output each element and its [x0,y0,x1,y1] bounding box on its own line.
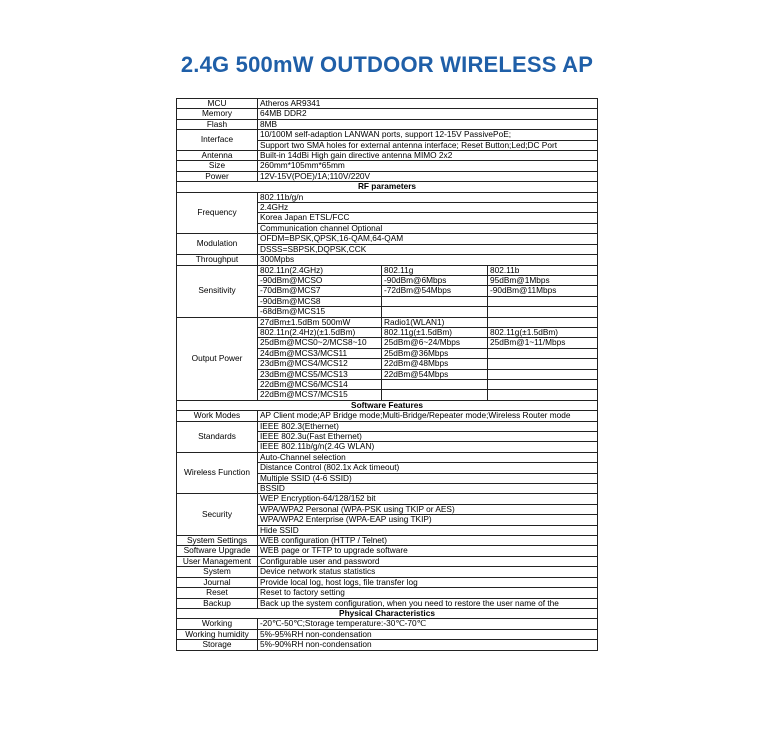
spec-cell: 27dBm±1.5dBm 500mW [258,317,382,327]
spec-row-mcu [177,99,598,109]
spec-cell [382,307,488,317]
spec-cell: -90dBm@MCS8 [258,296,382,306]
spec-row-user-management [177,556,598,566]
spec-cell [488,390,598,400]
spec-row-size [177,161,598,171]
spec-label: Standards [177,421,258,452]
spec-label: Size [177,161,258,171]
spec-value: 10/100M self-adaption LANWAN ports, support 12-15V PassivePoE; [258,130,598,140]
spec-row-sensitivity [177,265,598,275]
spec-label: Software Upgrade [177,546,258,556]
spec-row-wireless-function [177,452,598,462]
spec-label: Power [177,171,258,181]
spec-row-modulation [177,234,598,244]
spec-cell: 802.11n(2.4Hz)(±1.5dBm) [258,327,382,337]
spec-cell: 25dBm@MCS0~2/MCS8~10 [258,338,382,348]
spec-value: 300Mpbs [258,255,598,265]
spec-row-throughput [177,255,598,265]
spec-value: WPA/WPA2 Personal (WPA-PSK using TKIP or AES) [258,504,598,514]
spec-row-journal [177,577,598,587]
spec-cell: 25dBm@36Mbps [382,348,488,358]
spec-value: WEB configuration (HTTP / Telnet) [258,536,598,546]
spec-cell: -90dBm@MCSO [258,275,382,285]
spec-row-security [177,494,598,504]
spec-row-reset [177,588,598,598]
spec-label: Backup [177,598,258,608]
spec-label: User Management [177,556,258,566]
spec-value: Auto-Channel selection [258,452,598,462]
spec-row-storage [177,640,598,650]
spec-value: WEB page or TFTP to upgrade software [258,546,598,556]
spec-value: 5%-90%RH non-condensation [258,640,598,650]
spec-value: Provide local log, host logs, file transfer log [258,577,598,587]
spec-row-standards [177,421,598,431]
spec-cell [382,379,488,389]
spec-value: 260mm*105mm*65mm [258,161,598,171]
spec-label: Sensitivity [177,265,258,317]
spec-row-system-settings [177,536,598,546]
spec-cell: 25dBm@6~24/Mbps [382,338,488,348]
spec-cell: 802.11n(2.4GHz) [258,265,382,275]
spec-label: Output Power [177,317,258,400]
spec-label: Flash [177,119,258,129]
spec-cell: -68dBm@MCS15 [258,307,382,317]
spec-cell: 22dBm@48Mbps [382,359,488,369]
spec-value: OFDM=BPSK,QPSK,16-QAM,64-QAM [258,234,598,244]
spec-cell: Radio1(WLAN1) [382,317,488,327]
spec-label: Working [177,619,258,629]
spec-label: Reset [177,588,258,598]
spec-value: Reset to factory setting [258,588,598,598]
spec-value: Device network status statistics [258,567,598,577]
spec-value: IEEE 802.11b/g/n(2.4G WLAN) [258,442,598,452]
spec-row-output-power [177,317,598,327]
page-title: 2.4G 500mW OUTDOOR WIRELESS AP [180,52,594,77]
spec-cell: -90dBm@6Mbps [382,275,488,285]
spec-cell: 802.11b [488,265,598,275]
spec-value: Distance Control (802.1x Ack timeout) [258,463,598,473]
spec-cell [488,348,598,358]
spec-cell [488,296,598,306]
spec-cell [488,317,598,327]
spec-value: -20℃-50℃;Storage temperature:-30℃-70℃ [258,619,598,629]
spec-label: Work Modes [177,411,258,421]
spec-label: Throughput [177,255,258,265]
spec-label: Antenna [177,151,258,161]
spec-row-memory [177,109,598,119]
spec-value: Atheros AR9341 [258,99,598,109]
spec-cell: 95dBm@1Mbps [488,275,598,285]
spec-cell: 802.11g [382,265,488,275]
spec-value: AP Client mode;AP Bridge mode;Multi-Bridge/Repeater mode;Wireless Router mode [258,411,598,421]
spec-label: System Settings [177,536,258,546]
spec-cell: 23dBm@MCS5/MCS13 [258,369,382,379]
spec-row-interface [177,130,598,140]
spec-label: Wireless Function [177,452,258,494]
spec-table [176,98,598,651]
spec-value: 5%-95%RH non-condensation [258,629,598,639]
spec-value: Back up the system configuration, when you need to restore the user name of the [258,598,598,608]
spec-label: Working humidity [177,629,258,639]
spec-value: WEP Encryption-64/128/152 bit [258,494,598,504]
spec-cell: 802.11g(±1.5dBm) [488,327,598,337]
spec-cell: 22dBm@54Mbps [382,369,488,379]
spec-cell [382,390,488,400]
spec-value: Support two SMA holes for external antenna interface; Reset Button;Led;DC Port [258,140,598,150]
section-title: RF parameters [177,182,598,192]
spec-label: MCU [177,99,258,109]
spec-value: BSSID [258,484,598,494]
spec-value: Korea Japan ETSL/FCC [258,213,598,223]
section-title: Physical Characteristics [177,608,598,618]
spec-value: Configurable user and password [258,556,598,566]
spec-cell [488,307,598,317]
spec-cell: 24dBm@MCS3/MCS11 [258,348,382,358]
spec-value: 2.4GHz [258,203,598,213]
spec-row-power [177,171,598,181]
spec-value: IEEE 802.3(Ethernet) [258,421,598,431]
spec-label: Interface [177,130,258,151]
spec-label: Security [177,494,258,536]
spec-row-antenna [177,151,598,161]
spec-row-flash [177,119,598,129]
spec-cell: -70dBm@MCS7 [258,286,382,296]
spec-row-working [177,619,598,629]
spec-cell: 22dBm@MCS6/MCS14 [258,379,382,389]
spec-label: Frequency [177,192,258,234]
spec-value: Communication channel Optional [258,223,598,233]
spec-cell: 23dBm@MCS4/MCS12 [258,359,382,369]
spec-cell: -72dBm@54Mbps [382,286,488,296]
spec-cell [488,369,598,379]
spec-value: DSSS=SBPSK,DQPSK,CCK [258,244,598,254]
spec-value: 12V-15V(POE)/1A;110V/220V [258,171,598,181]
spec-value: Built-in 14dBi High gain directive antenna MIMO 2x2 [258,151,598,161]
spec-value: Multiple SSID (4-6 SSID) [258,473,598,483]
spec-label: Journal [177,577,258,587]
spec-label: System [177,567,258,577]
section-header-physical [177,608,598,618]
spec-cell [488,359,598,369]
spec-row-working-humidity [177,629,598,639]
spec-value: IEEE 802.3u(Fast Ethernet) [258,432,598,442]
spec-value: 802.11b/g/n [258,192,598,202]
spec-cell: 802.11g(±1.5dBm) [382,327,488,337]
spec-cell [382,296,488,306]
section-header-software [177,400,598,410]
spec-label: Modulation [177,234,258,255]
spec-value: Hide SSID [258,525,598,535]
spec-row-frequency [177,192,598,202]
spec-cell: 25dBm@1~11/Mbps [488,338,598,348]
spec-row-work-modes [177,411,598,421]
spec-label: Memory [177,109,258,119]
spec-value: 64MB DDR2 [258,109,598,119]
spec-row-backup [177,598,598,608]
spec-value: WPA/WPA2 Enterprise (WPA-EAP using TKIP) [258,515,598,525]
spec-cell [488,379,598,389]
spec-value: 8MB [258,119,598,129]
spec-row-software-upgrade [177,546,598,556]
spec-label: Storage [177,640,258,650]
spec-cell: -90dBm@11Mbps [488,286,598,296]
spec-row-system [177,567,598,577]
section-header-rf [177,182,598,192]
spec-cell: 22dBm@MCS7/MCS15 [258,390,382,400]
section-title: Software Features [177,400,598,410]
